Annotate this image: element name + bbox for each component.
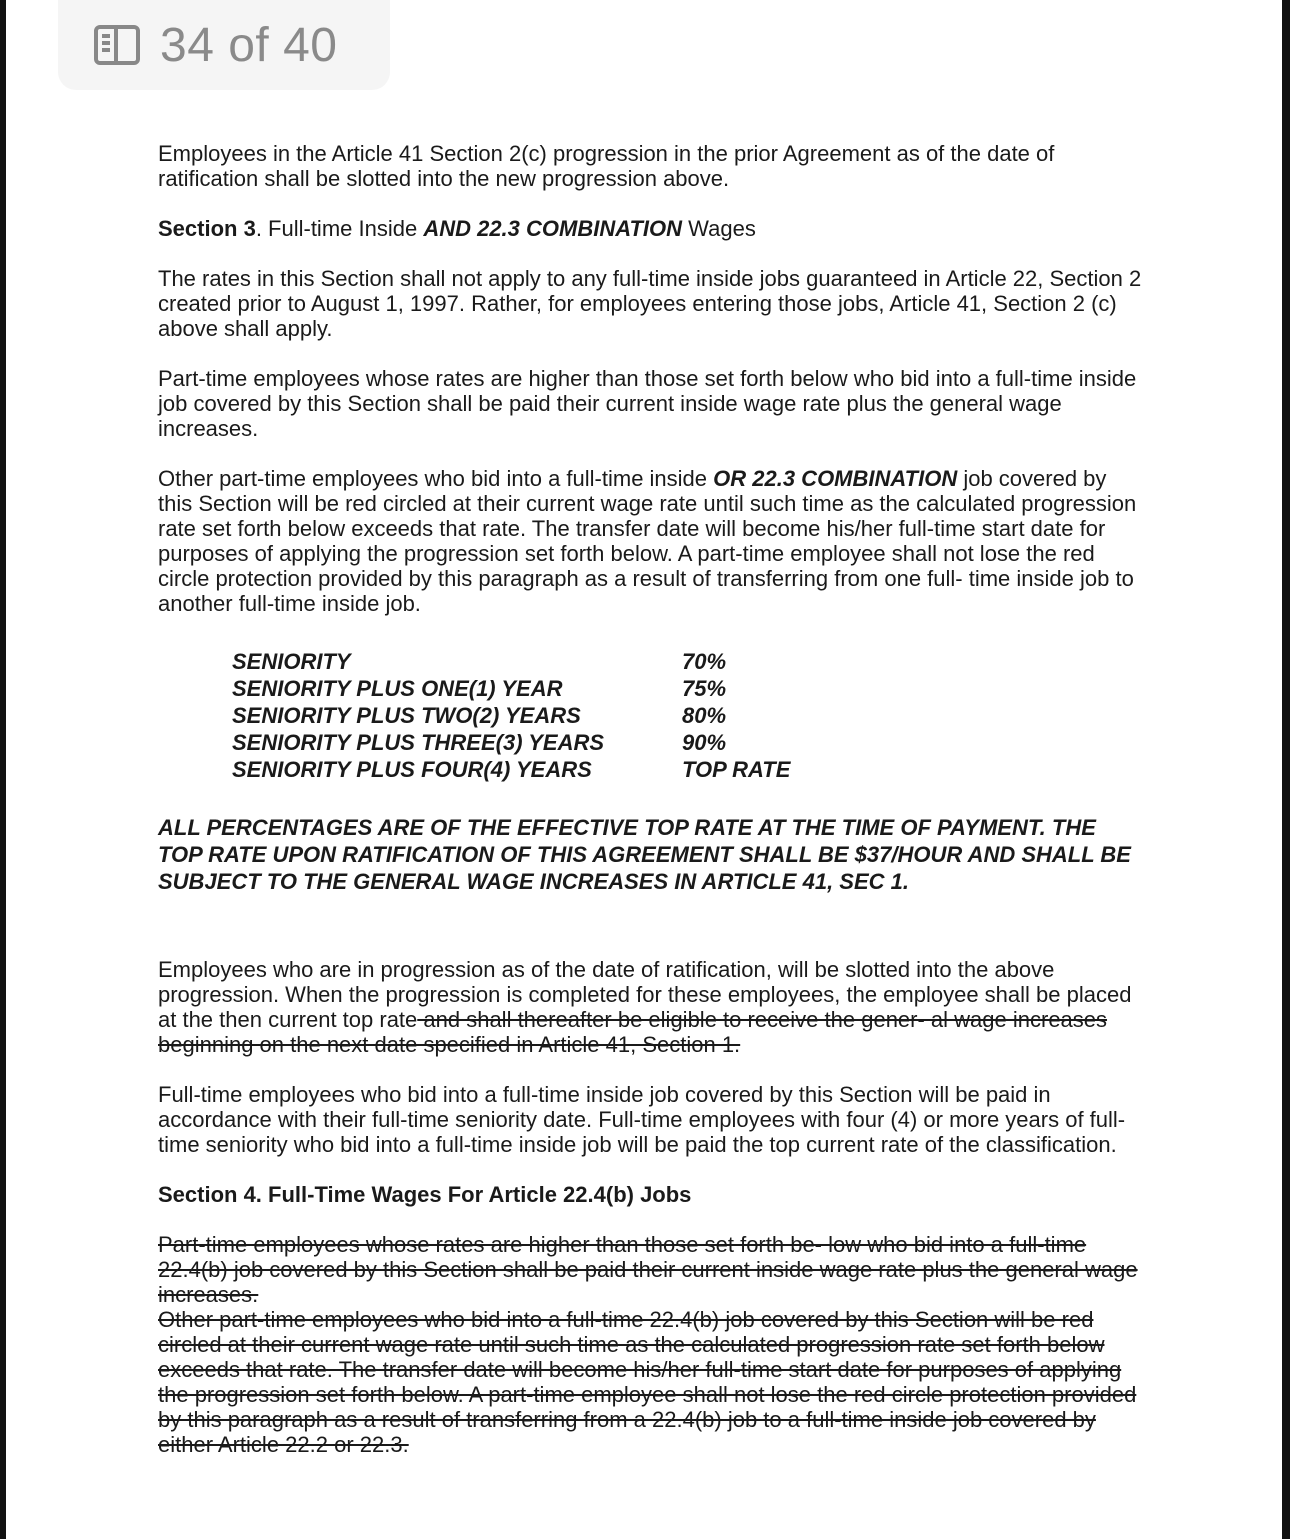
thumbnail-bar bbox=[102, 48, 110, 52]
seniority-label: SENIORITY bbox=[232, 649, 351, 674]
page-thumbnails-icon[interactable] bbox=[94, 25, 140, 65]
seniority-row bbox=[232, 648, 932, 675]
seniority-row bbox=[232, 729, 932, 756]
right-edge bbox=[1282, 0, 1290, 1539]
seniority-rate: 80% bbox=[682, 703, 727, 728]
section-3-title-a: . Full-time Inside bbox=[255, 216, 424, 241]
seniority-label: SENIORITY PLUS TWO(2) YEARS bbox=[232, 703, 581, 728]
top-rate-notice: ALL PERCENTAGES ARE OF THE EFFECTIVE TOP RATE AT THE TIME OF PAYMENT. THE TOP RATE UPON RATIFICATION OF THIS AGREEMENT SHALL BE $37/HOUR AND SHALL BE SUBJECT TO THE GENERAL WAGE INCREASES IN ARTICLE 41, SEC 1. bbox=[158, 815, 1131, 894]
paragraph-in-progression bbox=[158, 957, 1143, 1057]
paragraph-progression-slotting: Employees in the Article 41 Section 2(c) progression in the prior Agreement as of the date of ratification shall be slotted into the new progression above. bbox=[158, 141, 1055, 191]
seniority-label: SENIORITY PLUS ONE(1) YEAR bbox=[232, 676, 563, 701]
seniority-row bbox=[232, 675, 932, 702]
paragraph-red-circle bbox=[158, 466, 1143, 616]
seniority-rate: TOP RATE bbox=[682, 757, 791, 782]
paragraph-full-time-seniority: Full-time employees who bid into a full-time inside job covered by this Section will be paid in accordance with their full-time seniority date. Full-time employees with four (4) or more years of full-time seniority who bid into a full-time inside job will be paid the top current rate of the classification. bbox=[158, 1082, 1126, 1157]
seniority-label: SENIORITY PLUS FOUR(4) YEARS bbox=[232, 757, 592, 782]
seniority-row bbox=[232, 702, 932, 729]
paragraph-struck-red-circle: Other part-time employees who bid into a full-time 22.4(b) job covered by this Section will be red circled at their current wage rate until such time as the calculated progression rate set forth below exceeds that rate. The transfer date will become his/her full-time start date for purposes of applying the progression set forth below. A part-time employee shall not lose the red circle protection provided by this paragraph as a result of transferring from a 22.4(b) job to a full-time inside job covered by either Article 22.2 or 22.3. bbox=[158, 1307, 1137, 1457]
p4-text-a: Other part-time employees who bid into a full-time inside bbox=[158, 466, 714, 491]
page-counter bbox=[58, 0, 390, 90]
seniority-rate: 70% bbox=[682, 649, 727, 674]
seniority-table bbox=[232, 648, 932, 783]
thumbnail-divider bbox=[114, 29, 118, 61]
paragraph-struck-higher-rates: Part-time employees whose rates are higher than those set forth be- low who bid into a full-time 22.4(b) job covered by this Section shall be paid their current inside wage rate plus the general wage increases. bbox=[158, 1232, 1138, 1307]
seniority-rate: 90% bbox=[682, 730, 727, 755]
paragraph-rates-not-apply: The rates in this Section shall not apply to any full-time inside jobs guaranteed in Article 22, Section 2 created prior to August 1, 1997. Rather, for employees entering those jobs, Article 41, Section 2 (c) above shall apply. bbox=[158, 266, 1142, 341]
section-3-title-c: Wages bbox=[682, 216, 756, 241]
section-4-heading: Section 4. Full-Time Wages For Article 22.4(b) Jobs bbox=[158, 1182, 692, 1207]
left-edge bbox=[0, 0, 6, 1539]
p4-text-c: job covered by this Section will be red circled at their current wage rate until such time as the calculated progression rate set forth below exceeds that rate. The transfer date will become his/her full-time start date for purposes of applying the progression set forth below. A part-time employee shall not lose the red circle protection provided by this paragraph as a result of transferring from one full- time inside job to another full-time inside job. bbox=[158, 466, 1137, 616]
seniority-rate: 75% bbox=[682, 676, 727, 701]
section-3-heading bbox=[158, 216, 1143, 241]
p5-struck-text: and shall thereafter be eligible to receive the gener- al wage increases beginning on the next date specified in Article 41, Section 1. bbox=[158, 1007, 1108, 1057]
p4-text-b: OR 22.3 COMBINATION bbox=[713, 466, 958, 491]
page-number-label: 34 of 40 bbox=[160, 18, 338, 72]
thumbnail-bar bbox=[102, 34, 110, 38]
seniority-row bbox=[232, 756, 932, 783]
p5-text-a: Employees who are in progression as of the date of ratification, will be slotted into the above progression. When the progression is completed for these employees, the employee shall be placed at the then current top rate bbox=[158, 957, 1132, 1032]
document-content bbox=[158, 141, 1143, 1457]
seniority-label: SENIORITY PLUS THREE(3) YEARS bbox=[232, 730, 605, 755]
paragraph-higher-rates: Part-time employees whose rates are higher than those set forth below who bid into a full-time inside job covered by this Section shall be paid their current inside wage rate plus the general wage increases. bbox=[158, 366, 1137, 441]
thumbnail-bar bbox=[102, 41, 110, 45]
section-3-title-b: AND 22.3 COMBINATION bbox=[423, 216, 683, 241]
section-3-label: Section 3 bbox=[158, 216, 256, 241]
